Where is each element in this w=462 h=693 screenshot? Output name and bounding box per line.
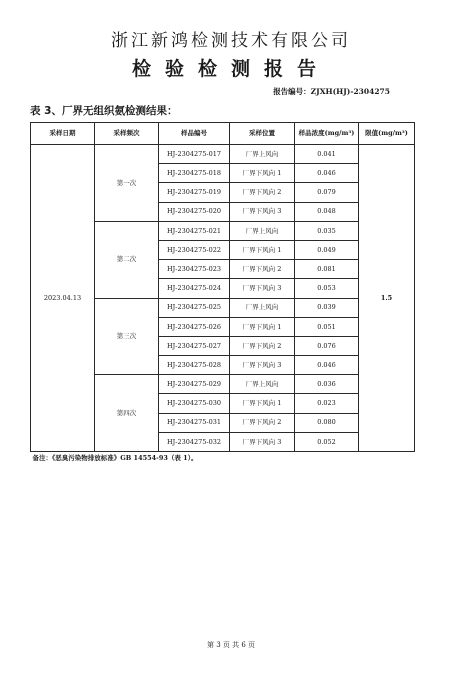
- results-table: [30, 122, 415, 465]
- report-number: 报告编号：ZJXH(HJ)-2304275: [273, 87, 390, 96]
- concentration-cell: 0.051: [295, 317, 359, 336]
- sampling-position-cell: 厂界下风向 1: [230, 394, 295, 413]
- column-header: 采样位置: [230, 123, 295, 145]
- table-header-row: [31, 123, 415, 145]
- sampling-round-cell: 第四次: [95, 375, 159, 452]
- column-header: 限值(mg/m³): [359, 123, 415, 145]
- column-header: 样品浓度(mg/m³): [295, 123, 359, 145]
- concentration-cell: 0.039: [295, 298, 359, 317]
- column-header: 采样频次: [95, 123, 159, 145]
- concentration-cell: 0.079: [295, 183, 359, 202]
- sample-id-cell: HJ-2304275-019: [159, 183, 230, 202]
- sampling-position-cell: 厂界下风向 3: [230, 279, 295, 298]
- concentration-cell: 0.035: [295, 221, 359, 240]
- concentration-cell: 0.053: [295, 279, 359, 298]
- sampling-position-cell: 厂界下风向 2: [230, 413, 295, 432]
- sampling-round-cell: 第二次: [95, 221, 159, 298]
- sampling-position-cell: 厂界下风向 2: [230, 260, 295, 279]
- table-note: 备注：《恶臭污染物排放标准》GB 14554-93（表 1）。: [31, 452, 415, 466]
- sampling-position-cell: 厂界下风向 1: [230, 164, 295, 183]
- sample-id-cell: HJ-2304275-022: [159, 240, 230, 259]
- concentration-cell: 0.081: [295, 260, 359, 279]
- concentration-cell: 0.036: [295, 375, 359, 394]
- sample-id-cell: HJ-2304275-030: [159, 394, 230, 413]
- concentration-cell: 0.076: [295, 336, 359, 355]
- sample-id-cell: HJ-2304275-017: [159, 145, 230, 164]
- sampling-round-cell: 第一次: [95, 145, 159, 222]
- sample-id-cell: HJ-2304275-026: [159, 317, 230, 336]
- concentration-cell: 0.046: [295, 164, 359, 183]
- sample-id-cell: HJ-2304275-028: [159, 356, 230, 375]
- sampling-date-cell: 2023.04.13: [31, 145, 95, 452]
- sampling-position-cell: 厂界下风向 3: [230, 356, 295, 375]
- concentration-cell: 0.049: [295, 240, 359, 259]
- sample-id-cell: HJ-2304275-032: [159, 432, 230, 451]
- concentration-cell: 0.023: [295, 394, 359, 413]
- sample-id-cell: HJ-2304275-027: [159, 336, 230, 355]
- sample-id-cell: HJ-2304275-020: [159, 202, 230, 221]
- sampling-position-cell: 厂界下风向 2: [230, 336, 295, 355]
- concentration-cell: 0.080: [295, 413, 359, 432]
- sample-id-cell: HJ-2304275-024: [159, 279, 230, 298]
- concentration-cell: 0.041: [295, 145, 359, 164]
- limit-value-cell: 1.5: [359, 145, 415, 452]
- sampling-position-cell: 厂界下风向 3: [230, 432, 295, 451]
- report-title: 检验检测报告: [131, 58, 330, 80]
- concentration-cell: 0.048: [295, 202, 359, 221]
- sample-id-cell: HJ-2304275-018: [159, 164, 230, 183]
- sample-id-cell: HJ-2304275-023: [159, 260, 230, 279]
- sampling-position-cell: 厂界下风向 2: [230, 183, 295, 202]
- sample-id-cell: HJ-2304275-031: [159, 413, 230, 432]
- column-header: 采样日期: [31, 123, 95, 145]
- table-row: [31, 145, 415, 164]
- page-number: 第 3 页 共 6 页: [206, 641, 256, 649]
- sample-id-cell: HJ-2304275-021: [159, 221, 230, 240]
- sampling-position-cell: 厂界上风向: [230, 375, 295, 394]
- sampling-position-cell: 厂界上风向: [230, 145, 295, 164]
- sample-id-cell: HJ-2304275-029: [159, 375, 230, 394]
- concentration-cell: 0.052: [295, 432, 359, 451]
- sampling-position-cell: 厂界下风向 3: [230, 202, 295, 221]
- sample-id-cell: HJ-2304275-025: [159, 298, 230, 317]
- sampling-position-cell: 厂界下风向 1: [230, 317, 295, 336]
- sampling-position-cell: 厂界上风向: [230, 298, 295, 317]
- company-name: 浙江新鸿检测技术有限公司: [111, 31, 351, 51]
- sampling-round-cell: 第三次: [95, 298, 159, 375]
- sampling-position-cell: 厂界上风向: [230, 221, 295, 240]
- sampling-position-cell: 厂界下风向 1: [230, 240, 295, 259]
- table-title: 表 3、厂界无组织氨检测结果：: [30, 105, 178, 117]
- column-header: 样品编号: [159, 123, 230, 145]
- concentration-cell: 0.046: [295, 356, 359, 375]
